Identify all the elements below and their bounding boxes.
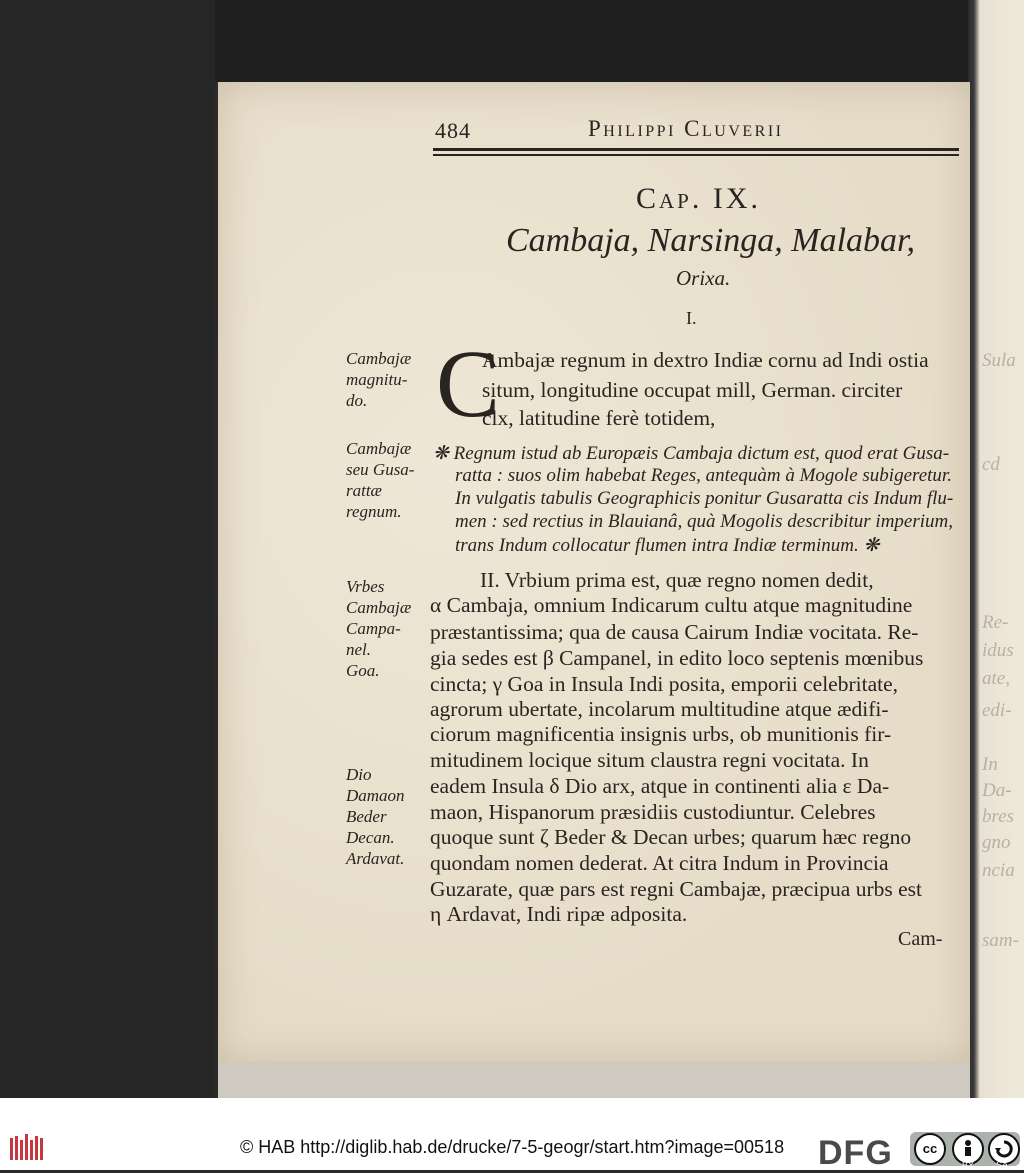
note-line: men : sed rectius in Blauianâ, quà Mogolis describitur imperium, (455, 511, 953, 532)
by-label: BY (962, 1160, 975, 1170)
body-line: agrorum ubertate, incolarum multitudine atque ædifi- (430, 697, 889, 721)
bleed-text: cd (982, 454, 1000, 475)
bleed-text: sam- (982, 930, 1019, 951)
chapter-heading: Cap. IX. (636, 182, 762, 215)
dfg-logo: DFG (818, 1134, 893, 1172)
body-line: maon, Hispanorum præsidiis custodiuntur. Celebres (430, 800, 876, 824)
page-underlay (218, 1062, 970, 1098)
note-line: ❋ Regnum istud ab Europæis Cambaja dictum est, quod erat Gusa- (433, 443, 950, 464)
note-line: ratta : suos olim habebat Reges, antequàm à Mogole subigeretur. (455, 465, 952, 486)
body-line: gia sedes est β Campanel, in edito loco septenis mœnibus (430, 646, 924, 670)
running-head: Philippi Cluverii (588, 116, 784, 141)
body-line: eadem Insula δ Dio arx, atque in continenti alia ε Da- (430, 774, 890, 798)
bleed-text: Sula (982, 350, 1016, 371)
note-line: trans Indum collocatur flumen intra Indiæ terminum. ❋ (455, 535, 880, 556)
margin-note: Vrbes Cambajæ Campa- nel. Goa. (346, 577, 412, 680)
margin-note: Dio Damaon Beder Decan. Ardavat. (346, 765, 405, 868)
section-mark: I. (686, 308, 697, 328)
body-line: α Cambaja, omnium Indicarum cultu atque magnitudine (430, 593, 913, 617)
body-line: situm, longitudine occupat mill, German. circiter (482, 378, 903, 402)
hab-logo-icon (10, 1134, 46, 1162)
bleed-text: Re- (982, 612, 1009, 633)
drop-cap: C (436, 330, 501, 437)
body-line: mitudinem locique situm claustra regni vocitata. In (430, 748, 869, 772)
catchword: Cam- (898, 928, 943, 950)
bleed-text: ncia (982, 860, 1015, 881)
body-line: præstantissima; qua de causa Cairum Indiæ vocitata. Re- (430, 620, 919, 644)
bleed-text: idus (982, 640, 1014, 661)
bleed-text: gno (982, 832, 1011, 853)
body-line: cincta; γ Goa in Insula Indi posita, emporii celebritate, (430, 672, 899, 696)
chapter-title: Cambaja, Narsinga, Malabar, (506, 222, 915, 259)
head-rule (433, 148, 959, 151)
bleed-text: edi- (982, 700, 1012, 721)
body-line: ciorum magnificentia insignis urbs, ob munitionis fir- (430, 722, 892, 746)
bleed-text: In (982, 754, 998, 775)
margin-note: Cambajæ magnitu- do. (346, 349, 412, 410)
bleed-text: Da- (982, 780, 1012, 801)
bleed-text: bres (982, 806, 1015, 827)
body-line: clx, latitudine ferè totidem, (482, 406, 716, 430)
body-line: Ambajæ regnum in dextro Indiæ cornu ad Indi ostia (482, 348, 929, 372)
bleed-text: ate, (982, 668, 1010, 689)
body-line: Guzarate, quæ pars est regni Cambajæ, præcipua urbs est (430, 877, 922, 901)
chapter-subtitle: Orixa. (676, 266, 731, 290)
page-number: 484 (435, 118, 471, 143)
scan-background-top (215, 0, 975, 82)
body-line: quondam nomen dederat. At citra Indum in Provincia (430, 851, 889, 875)
margin-note: Cambajæ seu Gusa- rattæ regnum. (346, 439, 415, 521)
body-line: II. Vrbium prima est, quæ regno nomen dedit, (480, 568, 874, 592)
body-line: quoque sunt ζ Beder & Decan urbes; quarum hæc regno (430, 825, 912, 849)
sa-label: SA (996, 1160, 1009, 1170)
head-rule-thin (433, 154, 959, 156)
scan-background-left (0, 0, 215, 1098)
copyright-link[interactable]: © HAB http://diglib.hab.de/drucke/7-5-geogr/start.htm?image=00518 (240, 1137, 785, 1157)
body-line: η Ardavat, Indi ripæ adposita. (430, 902, 688, 926)
note-line: In vulgatis tabulis Geographicis ponitur Gusaratta cis Indum flu- (455, 488, 954, 509)
cc-icon: cc (914, 1133, 946, 1165)
